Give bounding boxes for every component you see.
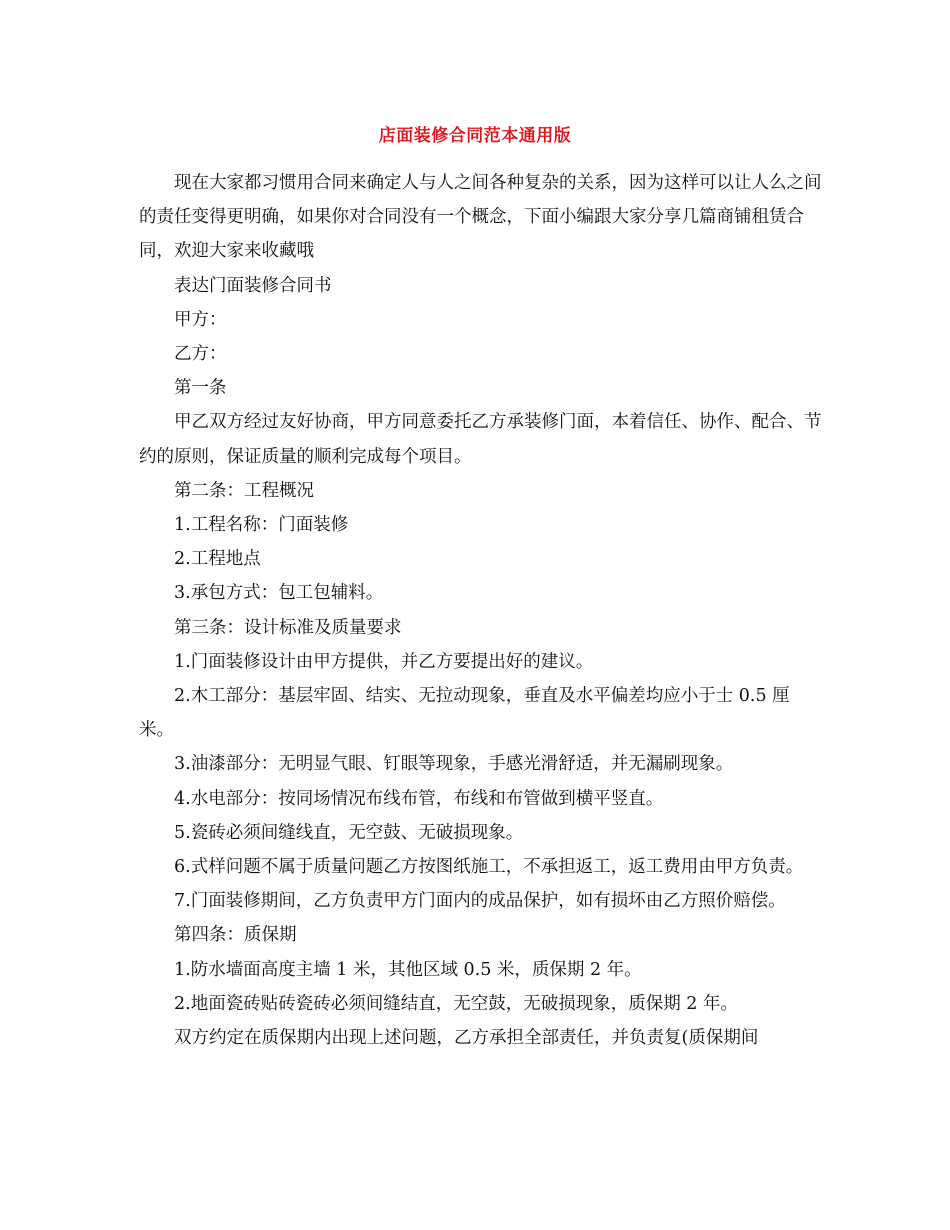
document-body <box>139 166 823 1055</box>
paragraph: 甲乙双方经过友好协商，甲方同意委托乙方承装修门面，本着信任、协作、配合、节约的原则，保证质量的顺利完成每个项目。 <box>139 412 822 467</box>
paragraph: 第三条：设计标准及质量要求 <box>174 617 402 638</box>
paragraph: 1.工程名称：门面装修 <box>174 515 349 536</box>
document-title: 店面装修合同范本通用版 <box>378 126 572 146</box>
paragraph: 现在大家都习惯用合同来确定人与人之间各种复杂的关系，因为这样可以让人么之间的责任变得更明确，如果你对合同没有一个概念，下面小编跟大家分享几篇商铺租赁合同，欢迎大家来收藏哦 <box>139 173 822 262</box>
paragraph: 1.门面装修设计由甲方提供，并乙方要提出好的建议。 <box>174 651 594 672</box>
paragraph: 第四条：质保期 <box>174 925 297 946</box>
paragraph: 乙方： <box>174 344 227 365</box>
paragraph: 第一条 <box>174 378 227 399</box>
paragraph: 第二条：工程概况 <box>174 480 314 501</box>
paragraph: 2.地面瓷砖贴砖瓷砖必须间缝结直，无空鼓，无破损现象，质保期 2 年。 <box>174 993 738 1014</box>
paragraph: 1.防水墙面高度主墙 1 米，其他区域 0.5 米，质保期 2 年。 <box>174 959 642 980</box>
paragraph: 6.式样问题不属于质量问题乙方按图纸施工，不承担返工，返工费用由甲方负责。 <box>174 857 804 878</box>
paragraph: 4.水电部分：按同场情况布线布管，布线和布管做到横平竖直。 <box>174 788 664 809</box>
paragraph: 双方约定在质保期内出现上述问题，乙方承担全部责任，并负责复(质保期间 <box>174 1028 759 1049</box>
paragraph: 3.承包方式：包工包辅料。 <box>174 583 384 604</box>
paragraph: 表达门面装修合同书 <box>174 275 332 296</box>
paragraph: 2.木工部分：基层牢固、结实、无拉动现象，垂直及水平偏差均应小于士 0.5 厘米。 <box>139 686 790 741</box>
paragraph: 2.工程地点 <box>174 549 261 570</box>
paragraph: 5.瓷砖必须间缝线直，无空鼓、无破损现象。 <box>174 822 524 843</box>
paragraph: 甲方： <box>174 309 227 330</box>
paragraph: 3.油漆部分：无明显气眼、钉眼等现象，手感光滑舒适，并无漏刷现象。 <box>174 754 734 775</box>
paragraph: 7.门面装修期间，乙方负责甲方门面内的成品保护，如有损坏由乙方照价赔偿。 <box>174 891 786 912</box>
